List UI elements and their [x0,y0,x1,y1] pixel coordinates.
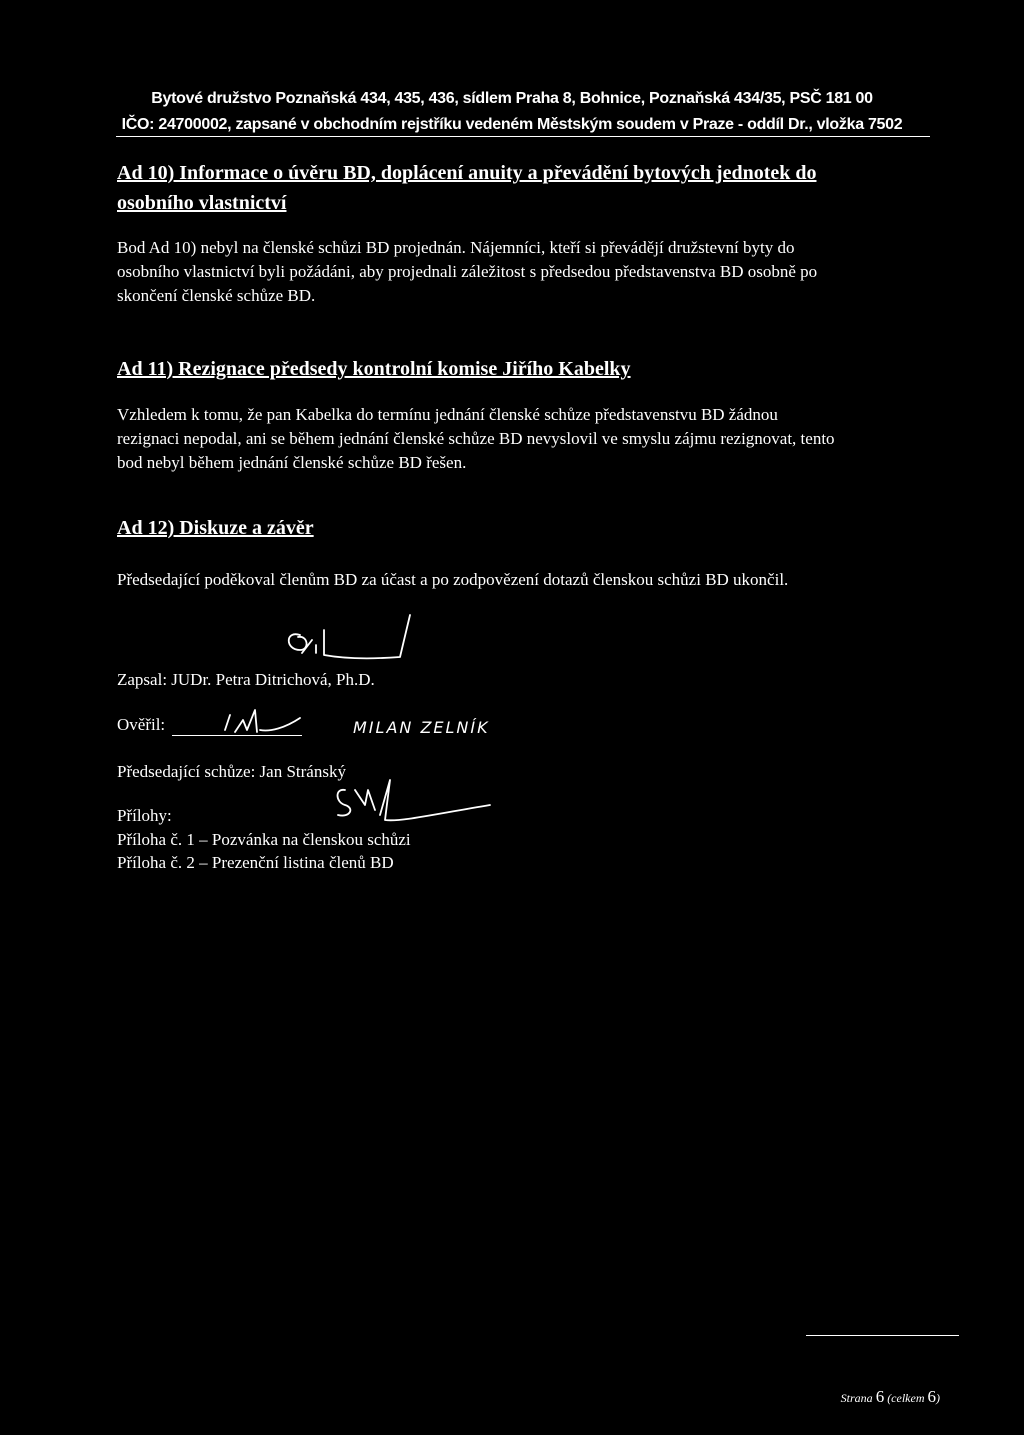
section-10-text-line1: Bod Ad 10) nebyl na členské schůzi BD projednán. Nájemníci, kteří si převádějí družstevní byty do [117,238,795,257]
attachment-item-1: Příloha č. 1 – Pozvánka na členskou schůzi [117,830,411,849]
section-10-heading-line1: Ad 10) Informace o úvěru BD, doplácení anuity a převádění bytových jednotek do [117,162,817,184]
page-total-prefix: (celkem [887,1391,925,1405]
page-number [841,1387,940,1407]
attachment-item-2: Příloha č. 2 – Prezenční listina členů BD [117,853,394,872]
section-11-text-line1: Vzhledem k tomu, že pan Kabelka do termínu jednání členské schůze představenstvu BD žádnou [117,405,778,424]
overil-handwritten-name: MILAN ZELNÍK [353,718,490,737]
footer-divider [806,1335,959,1336]
predsedajici-line: Předsedající schůze: Jan Stránský [117,762,346,781]
predsedajici-signature [320,760,500,830]
section-10-text-line2: osobního vlastnictví byli požádáni, aby projednali záležitost s předsedou představenstva BD osobně po [117,262,818,281]
overil-label: Ověřil: [117,715,166,734]
org-header-line2: IČO: 24700002, zapsané v obchodním rejstříku vedeném Městským soudem v Praze - oddíl Dr., vložka 7502 [121,116,903,133]
section-11-text-line3: bod nebyl během jednání členské schůze BD řešen. [117,453,467,472]
zapsal-line: Zapsal: JUDr. Petra Ditrichová, Ph.D. [117,670,375,689]
zapsal-signature [280,595,420,675]
page-total-suffix: ) [936,1391,940,1405]
page-current: 6 [875,1387,885,1406]
header-divider [116,136,930,137]
section-10-heading-line2: osobního vlastnictví [117,192,287,214]
section-11-heading: Ad 11) Rezignace předsedy kontrolní komise Jiřího Kabelky [117,358,631,380]
overil-signature [215,700,305,740]
attachments-label: Přílohy: [117,806,172,825]
org-header-line1: Bytové družstvo Poznaňská 434, 435, 436, sídlem Praha 8, Bohnice, Poznaňská 434/35, PSČ 181 00 [151,90,873,107]
section-11-text-line2: rezignaci nepodal, ani se během jednání členské schůze BD nevyslovil ve smyslu zájmu rezignovat, tento [117,429,835,448]
page-label: Strana [840,1391,873,1405]
section-12-heading: Ad 12) Diskuze a závěr [117,517,314,539]
page-total: 6 [927,1387,936,1406]
section-12-text-line1: Předsedající poděkoval členům BD za účast a po zodpovězení dotazů členskou schůzi BD ukončil. [117,570,789,589]
section-10-text-line3: skončení členské schůze BD. [117,286,316,305]
